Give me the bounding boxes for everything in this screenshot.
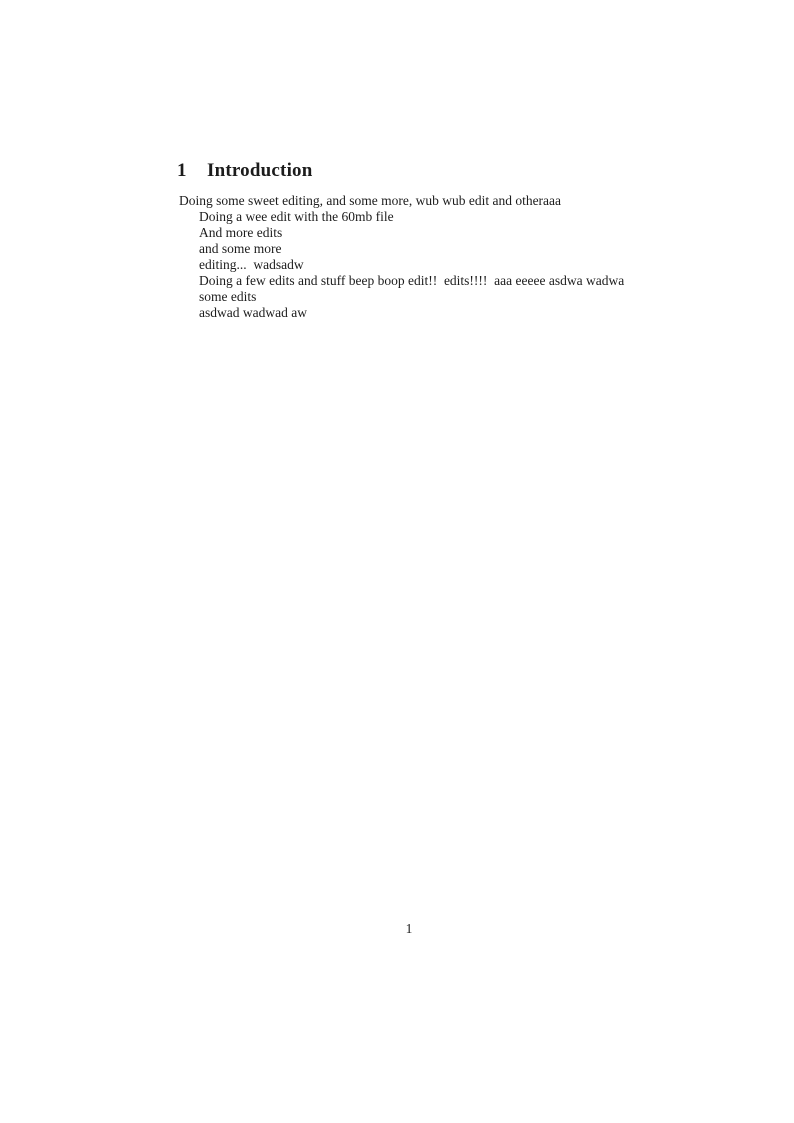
section-title: Introduction xyxy=(207,160,313,181)
body-line: Doing some sweet editing, and some more, wub wub edit and otheraaa xyxy=(179,193,562,208)
body-line: editing... wadsadw xyxy=(199,257,304,272)
body-line: some edits xyxy=(199,289,257,304)
body-line: And more edits xyxy=(199,225,283,240)
page-number: 1 xyxy=(405,921,413,936)
body-line: Doing a wee edit with the 60mb file xyxy=(199,209,394,224)
body-line: asdwad wadwad aw xyxy=(199,305,307,320)
body-line: and some more xyxy=(199,241,282,256)
section-number: 1 xyxy=(177,160,187,181)
body-text xyxy=(179,193,641,321)
section-heading xyxy=(177,159,313,182)
body-line: Doing a few edits and stuff beep boop edit!! edits!!!! aaa eeeee asdwa wadwa xyxy=(199,273,625,288)
